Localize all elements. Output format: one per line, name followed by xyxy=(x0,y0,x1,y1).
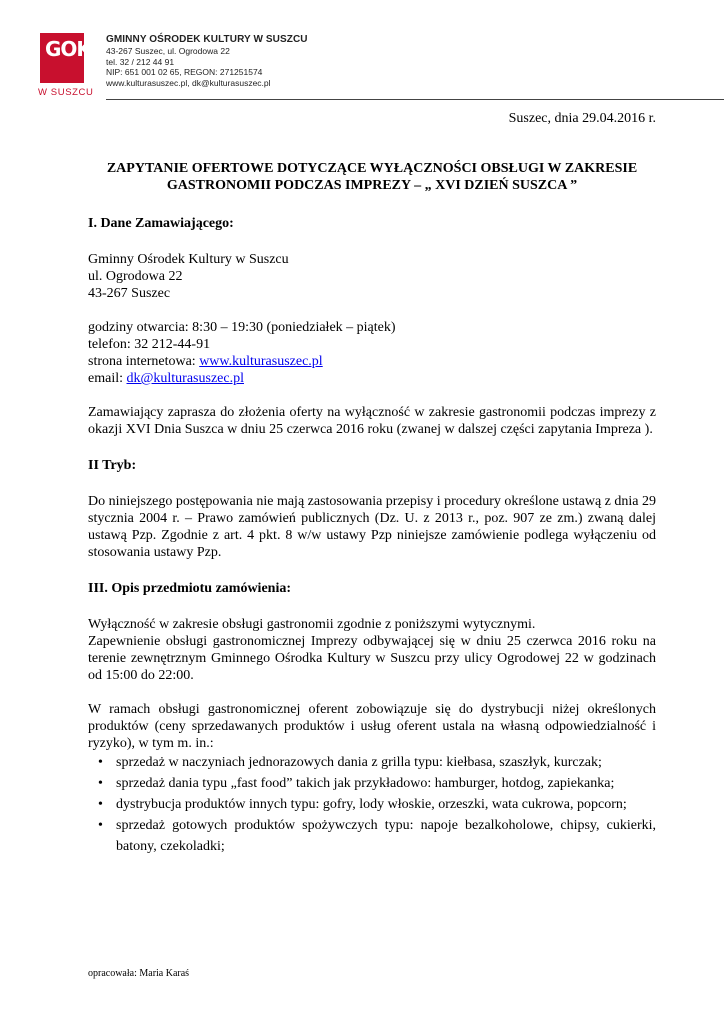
section-3-heading: III. Opis przedmiotu zamówienia: xyxy=(88,581,291,596)
website-label: strona internetowa: xyxy=(88,354,200,369)
logo-caption: W SUSZCU xyxy=(38,87,94,98)
invitation-paragraph: Zamawiający zaprasza do złożenia oferty na wyłączność w zakresie gastronomii podczas imprezy z okazji XVI Dnia Suszca w dniu 25 czerwca 2016 roku (zwanej w dalszej części zapytania Impreza ). xyxy=(88,405,656,437)
organization-info xyxy=(106,33,308,88)
contractor-contact xyxy=(88,319,656,387)
list-item: • sprzedaż dania typu „fast food” takich jak przykładowo: hamburger, hotdog, zapiekanka; xyxy=(88,773,656,794)
procedure-paragraph: Do niniejszego postępowania nie mają zastosowania przepisy i procedury określone ustawą z dnia 29 stycznia 2004 r. – Prawo zamówień publicznych (Dz. U. z 2013 r., poz. 907 ze zm.) zwaną dalej ustawą Pzp. Zgodnie z art. 4 pkt. 8 w/w ustawy Pzp niniejsze zamówienie podlega wyłączeniu od stosowania ustawy Pzp. xyxy=(88,494,656,560)
distribution-paragraph: W ramach obsługi gastronomicznej oferent zobowiązuje się do dystrybucji niżej określonych produktów (ceny sprzedawanych produktów i usług oferent ustala na własną odpowiedzialność i ryzyko), w tym m. in.: xyxy=(88,702,656,751)
bullet-icon: • xyxy=(98,755,103,770)
organization-ids: NIP: 651 001 02 65, REGON: 271251574 xyxy=(106,67,263,77)
contact-website xyxy=(88,353,656,370)
product-list xyxy=(88,752,656,857)
order-description-line-1: Wyłączność w zakresie obsługi gastronomii zgodnie z poniższymi wytycznymi. xyxy=(88,617,536,632)
letterhead xyxy=(38,31,690,101)
bullet-icon: • xyxy=(98,797,103,812)
email-label: email: xyxy=(88,371,127,386)
title-line-1: ZAPYTANIE OFERTOWE DOTYCZĄCE WYŁĄCZNOŚCI OBSŁUGI W ZAKRESIE xyxy=(106,161,638,176)
title-line-2: GASTRONOMII PODCZAS IMPREZY – „ XVI DZIEŃ SUSZCA ” xyxy=(166,178,578,193)
contractor-street: ul. Ogrodowa 22 xyxy=(88,269,183,284)
order-description-line-2: Zapewnienie obsługi gastronomicznej Imprezy odbywającej się w dniu 25 czerwca 2016 roku na terenie zewnętrznym Gminnego Ośrodka Kultury w Suszcu przy ulicy Ogrodowej 22 w godzinach od 15:00 do 22:00. xyxy=(88,634,656,683)
prepared-by-footer: opracowała: Maria Karaś xyxy=(88,968,190,979)
document-title xyxy=(88,160,656,194)
list-item: • sprzedaż gotowych produktów spożywczych typu: napoje bezalkoholowe, chipsy, cukierki, batony, czekoladki; xyxy=(88,815,656,857)
list-item: • sprzedaż w naczyniach jednorazowych dania z grilla typu: kiełbasa, szaszłyk, kurczak; xyxy=(88,752,656,773)
section-1-heading: I. Dane Zamawiającego: xyxy=(88,216,234,231)
logo-badge xyxy=(40,33,91,83)
order-description xyxy=(88,616,656,684)
bullet-icon: • xyxy=(98,818,103,833)
organization-web: www.kulturasuszec.pl, dk@kulturasuszec.pl xyxy=(106,77,271,88)
organization-phone: tel. 32 / 212 44 91 xyxy=(106,56,175,67)
contact-email xyxy=(88,370,656,387)
section-2-heading: II Tryb: xyxy=(88,458,137,473)
organization-address: 43-267 Suszec, ul. Ogrodowa 22 xyxy=(106,46,230,56)
website-link[interactable]: www.kulturasuszec.pl xyxy=(199,354,323,369)
contractor-name: Gminny Ośrodek Kultury w Suszcu xyxy=(88,252,289,267)
document-date: Suszec, dnia 29.04.2016 r. xyxy=(508,111,656,126)
email-link[interactable]: dk@kulturasuszec.pl xyxy=(126,371,244,386)
document-body xyxy=(88,160,656,857)
contractor-city: 43-267 Suszec xyxy=(88,286,171,301)
contractor-address xyxy=(88,251,656,302)
logo-letters: GOK xyxy=(45,37,91,61)
bullet-icon: • xyxy=(98,776,103,791)
list-item: • dystrybucja produktów innych typu: gofry, lody włoskie, orzeszki, wata cukrowa, popcorn; xyxy=(88,794,656,815)
opening-hours: godziny otwarcia: 8:30 – 19:30 (poniedziałek – piątek) xyxy=(88,320,396,335)
gok-logo xyxy=(38,31,94,103)
header-divider xyxy=(106,99,724,100)
contact-phone: telefon: 32 212-44-91 xyxy=(88,337,211,352)
organization-name: GMINNY OŚRODEK KULTURY W SUSZCU xyxy=(106,34,308,45)
